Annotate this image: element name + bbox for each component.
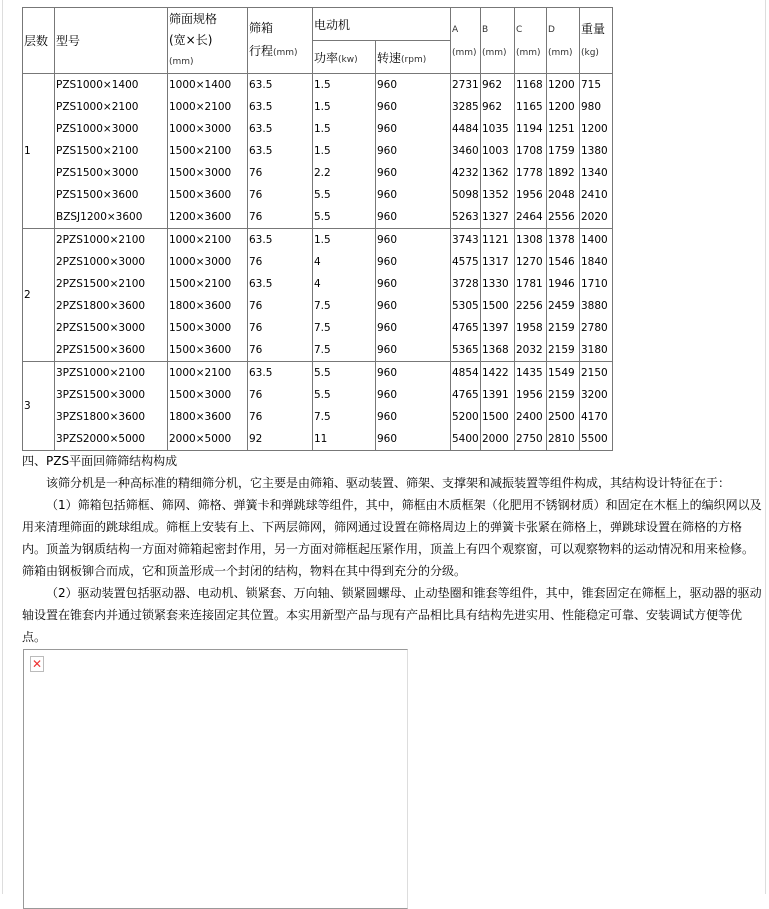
table-cell: 960 (376, 406, 451, 428)
table-cell: 63.5 (248, 96, 313, 118)
table-cell: 1781 (515, 273, 547, 295)
label: 行程 (249, 44, 274, 58)
table-row (23, 184, 613, 206)
table-cell: 76 (248, 317, 313, 339)
table-cell: 3PZS2000×5000 (55, 428, 168, 451)
table-cell: 1422 (481, 362, 515, 385)
table-cell: 2150 (580, 362, 613, 385)
table-cell: 2400 (515, 406, 547, 428)
table-cell: 5.5 (313, 206, 376, 229)
unit: (mm) (169, 57, 194, 67)
table-cell: 76 (248, 251, 313, 273)
table-cell: 7.5 (313, 406, 376, 428)
table-cell: 1378 (547, 229, 580, 252)
table-cell: PZS1000×3000 (55, 118, 168, 140)
table-cell: 76 (248, 206, 313, 229)
table-cell: 2PZS1000×2100 (55, 229, 168, 252)
table-cell: 1956 (515, 384, 547, 406)
header-c (515, 8, 547, 74)
table-cell: 2032 (515, 339, 547, 362)
table-cell: 1251 (547, 118, 580, 140)
table-cell: 11 (313, 428, 376, 451)
table-cell: 2459 (547, 295, 580, 317)
table-cell: 5305 (451, 295, 481, 317)
table-cell: 960 (376, 317, 451, 339)
table-cell: 2.2 (313, 162, 376, 184)
table-cell: 2410 (580, 184, 613, 206)
label: C (516, 24, 523, 35)
table-cell: 1500×2100 (168, 273, 248, 295)
table-cell: 1840 (580, 251, 613, 273)
unit: (mm) (516, 47, 541, 58)
table-cell: 63.5 (248, 229, 313, 252)
header-b (481, 8, 515, 74)
table-cell: 715 (580, 74, 613, 97)
table-cell: 1200×3600 (168, 206, 248, 229)
unit: (kw) (338, 54, 358, 65)
table-cell: 2PZS1800×3600 (55, 295, 168, 317)
header-screen-size (168, 8, 248, 74)
table-cell: 960 (376, 206, 451, 229)
table-cell: 63.5 (248, 140, 313, 162)
table-row (23, 140, 613, 162)
label: (宽×长) (169, 33, 213, 47)
table-cell: 1397 (481, 317, 515, 339)
layer-cell: 1 (23, 74, 55, 229)
table-cell: 960 (376, 251, 451, 273)
table-cell: 2PZS1000×3000 (55, 251, 168, 273)
table-cell: 3743 (451, 229, 481, 252)
table-cell: 4 (313, 251, 376, 273)
table-cell: 1003 (481, 140, 515, 162)
table-cell: 1362 (481, 162, 515, 184)
table-cell: 1340 (580, 162, 613, 184)
table-cell: 1308 (515, 229, 547, 252)
table-cell: 7.5 (313, 295, 376, 317)
table-row (23, 362, 613, 385)
table-cell: 1.5 (313, 118, 376, 140)
table-cell: PZS1500×3600 (55, 184, 168, 206)
table-row (23, 273, 613, 295)
table-cell: PZS1500×2100 (55, 140, 168, 162)
table-cell: 3200 (580, 384, 613, 406)
table-row (23, 317, 613, 339)
table-cell: 1549 (547, 362, 580, 385)
table-cell: PZS1500×3000 (55, 162, 168, 184)
section-heading: 四、PZS平面回筛筛结构构成 (22, 454, 178, 468)
table-cell: 1200 (580, 118, 613, 140)
table-cell: 1500 (481, 406, 515, 428)
table-cell: 1400 (580, 229, 613, 252)
table-cell: 960 (376, 74, 451, 97)
table-cell: 5.5 (313, 362, 376, 385)
table-cell: 1500×3000 (168, 384, 248, 406)
table-cell: 960 (376, 273, 451, 295)
table-cell: 2PZS1500×2100 (55, 273, 168, 295)
table-cell: 1194 (515, 118, 547, 140)
table-cell: 63.5 (248, 273, 313, 295)
table-cell: 4765 (451, 384, 481, 406)
layer-cell: 3 (23, 362, 55, 451)
table-cell: 2159 (547, 339, 580, 362)
table-row (23, 206, 613, 229)
table-cell: 2159 (547, 317, 580, 339)
table-row (23, 295, 613, 317)
table-cell: 1000×3000 (168, 118, 248, 140)
table-cell: 4484 (451, 118, 481, 140)
table-cell: 2048 (547, 184, 580, 206)
table-cell: 1.5 (313, 229, 376, 252)
table-cell: 1000×2100 (168, 229, 248, 252)
table-cell: 962 (481, 74, 515, 97)
table-cell: 76 (248, 406, 313, 428)
header-weight (580, 8, 613, 74)
table-cell: 5500 (580, 428, 613, 451)
table-cell: PZS1000×2100 (55, 96, 168, 118)
table-cell: 960 (376, 140, 451, 162)
table-cell: 1500×3600 (168, 339, 248, 362)
header-power (313, 41, 376, 74)
table-cell: 2780 (580, 317, 613, 339)
table-cell: 1710 (580, 273, 613, 295)
table-cell: 1168 (515, 74, 547, 97)
unit: (mm) (452, 47, 477, 58)
table-cell: 960 (376, 96, 451, 118)
table-row (23, 162, 613, 184)
table-cell: 1800×3600 (168, 295, 248, 317)
table-cell: 4854 (451, 362, 481, 385)
table-cell: 1500×3600 (168, 184, 248, 206)
table-cell: 1708 (515, 140, 547, 162)
table-cell: 1500 (481, 295, 515, 317)
table-cell: 1317 (481, 251, 515, 273)
table-cell: 76 (248, 162, 313, 184)
table-row (23, 229, 613, 252)
table-cell: 960 (376, 362, 451, 385)
table-cell: 1546 (547, 251, 580, 273)
table-cell: 1000×2100 (168, 96, 248, 118)
table-row (23, 96, 613, 118)
table-cell: 3PZS1800×3600 (55, 406, 168, 428)
table-cell: 92 (248, 428, 313, 451)
label: 转速 (377, 50, 402, 65)
header-model: 型号 (55, 8, 168, 74)
table-cell: 1000×2100 (168, 362, 248, 385)
table-cell: 2PZS1500×3000 (55, 317, 168, 339)
table-cell: 1892 (547, 162, 580, 184)
header-a (451, 8, 481, 74)
table-cell: 5200 (451, 406, 481, 428)
table-cell: 1000×1400 (168, 74, 248, 97)
table-cell: 1778 (515, 162, 547, 184)
table-cell: 76 (248, 295, 313, 317)
table-row (23, 339, 613, 362)
table-cell: 1.5 (313, 74, 376, 97)
table-row (23, 406, 613, 428)
table-cell: BZSJ1200×3600 (55, 206, 168, 229)
table-row (23, 428, 613, 451)
table-cell: 7.5 (313, 339, 376, 362)
table-cell: 2731 (451, 74, 481, 97)
table-cell: 1200 (547, 74, 580, 97)
table-cell: 63.5 (248, 362, 313, 385)
spec-table (22, 7, 613, 451)
table-cell: 3285 (451, 96, 481, 118)
header-layer: 层数 (23, 8, 55, 74)
table-cell: 4170 (580, 406, 613, 428)
table-cell: PZS1000×1400 (55, 74, 168, 97)
table-cell: 1270 (515, 251, 547, 273)
table-row (23, 251, 613, 273)
header-stroke (248, 8, 313, 74)
label: B (482, 24, 489, 35)
table-cell: 76 (248, 384, 313, 406)
table-cell: 3PZS1500×3000 (55, 384, 168, 406)
table-cell: 1121 (481, 229, 515, 252)
table-cell: 1380 (580, 140, 613, 162)
table-cell: 2000 (481, 428, 515, 451)
table-cell: 1391 (481, 384, 515, 406)
unit: (kg) (581, 47, 599, 58)
table-cell: 962 (481, 96, 515, 118)
table-cell: 63.5 (248, 118, 313, 140)
table-cell: 2464 (515, 206, 547, 229)
table-cell: 1435 (515, 362, 547, 385)
table-row (23, 384, 613, 406)
label: D (548, 24, 555, 35)
paragraph-drive: （2）驱动装置包括驱动器、电动机、锁紧套、万向轴、锁紧圆螺母、止动垫圈和锥套等组件，其中，锥套固定在筛框上，驱动器的驱动轴设置在锥套内并通过锁紧套来连接固定其位置。本实用新型产品与现有产品相比具有结构先进实用、性能稳定可靠、安装调试方便等优点。 (22, 586, 762, 644)
table-cell: 1368 (481, 339, 515, 362)
label: 重量 (581, 21, 606, 36)
table-cell: 960 (376, 295, 451, 317)
table-cell: 3728 (451, 273, 481, 295)
table-cell: 1.5 (313, 140, 376, 162)
table-cell: 76 (248, 184, 313, 206)
table-cell: 1200 (547, 96, 580, 118)
image-placeholder (23, 649, 408, 909)
table-cell: 2000×5000 (168, 428, 248, 451)
table-cell: 1800×3600 (168, 406, 248, 428)
table-cell: 1035 (481, 118, 515, 140)
unit: (mm) (482, 47, 507, 58)
table-cell: 2500 (547, 406, 580, 428)
table-cell: 4765 (451, 317, 481, 339)
header-d (547, 8, 580, 74)
table-row (23, 74, 613, 97)
table-row (23, 118, 613, 140)
table-cell: 960 (376, 229, 451, 252)
table-cell: 1956 (515, 184, 547, 206)
table-cell: 2159 (547, 384, 580, 406)
table-cell: 2020 (580, 206, 613, 229)
paragraph-screen-box: （1）筛箱包括筛框、筛网、筛格、弹簧卡和弹跳球等组件，其中，筛框由木质框架（化肥用不锈钢材质）和固定在木框上的编织网以及用来清理筛面的跳球组成。筛框上安装有上、下两层筛网，筛网通过设置在筛格周边上的弹簧卡张紧在筛格上，弹跳球设置在筛格的方格内。顶盖为钢质结构一方面对筛箱起密封作用，另一方面对筛框起压紧作用，顶盖上有四个观察窗，可以观察物料的运动情况和用来检修。筛箱由钢板铆合而成，它和顶盖形成一个封闭的结构，物料在其中得到充分的分级。 (22, 498, 762, 578)
broken-image-icon: ✕ (31, 657, 43, 671)
table-cell: 7.5 (313, 317, 376, 339)
table-cell: 63.5 (248, 74, 313, 97)
table-cell: 4232 (451, 162, 481, 184)
table-cell: 960 (376, 428, 451, 451)
table-cell: 2PZS1500×3600 (55, 339, 168, 362)
table-cell: 5.5 (313, 184, 376, 206)
intro-paragraph: 该筛分机是一种高标准的精细筛分机，它主要是由筛箱、驱动装置、筛架、支撑架和减振装置等组件构成，其结构设计特征在于： (46, 476, 731, 490)
unit: (rpm) (401, 54, 427, 65)
table-cell: 76 (248, 339, 313, 362)
table-cell: 1.5 (313, 96, 376, 118)
table-cell: 3460 (451, 140, 481, 162)
table-cell: 5.5 (313, 384, 376, 406)
table-cell: 980 (580, 96, 613, 118)
table-cell: 960 (376, 118, 451, 140)
label: 功率 (314, 50, 339, 65)
table-cell: 960 (376, 162, 451, 184)
table-cell: 1500×3000 (168, 162, 248, 184)
table-cell: 1946 (547, 273, 580, 295)
table-cell: 5098 (451, 184, 481, 206)
table-cell: 3880 (580, 295, 613, 317)
table-cell: 2556 (547, 206, 580, 229)
article-body (22, 450, 762, 648)
table-cell: 2750 (515, 428, 547, 451)
table-cell: 1330 (481, 273, 515, 295)
table-cell: 3180 (580, 339, 613, 362)
header-speed (376, 41, 451, 74)
table-cell: 1500×2100 (168, 140, 248, 162)
label: 筛面规格 (169, 12, 218, 26)
table-cell: 4 (313, 273, 376, 295)
label: A (452, 24, 459, 35)
table-cell: 960 (376, 184, 451, 206)
table-cell: 1165 (515, 96, 547, 118)
table-cell: 960 (376, 384, 451, 406)
table-cell: 4575 (451, 251, 481, 273)
unit: (mm) (273, 48, 298, 58)
table-cell: 1958 (515, 317, 547, 339)
unit: (mm) (548, 47, 573, 58)
table-cell: 5263 (451, 206, 481, 229)
table-cell: 5400 (451, 428, 481, 451)
label: 筛箱 (249, 21, 274, 35)
header-motor: 电动机 (313, 8, 451, 41)
table-cell: 5365 (451, 339, 481, 362)
table-cell: 1500×3000 (168, 317, 248, 339)
table-cell: 960 (376, 339, 451, 362)
table-cell: 1327 (481, 206, 515, 229)
table-cell: 1352 (481, 184, 515, 206)
layer-cell: 2 (23, 229, 55, 362)
table-cell: 3PZS1000×2100 (55, 362, 168, 385)
table-cell: 1759 (547, 140, 580, 162)
table-cell: 2810 (547, 428, 580, 451)
table-cell: 1000×3000 (168, 251, 248, 273)
table-cell: 2256 (515, 295, 547, 317)
